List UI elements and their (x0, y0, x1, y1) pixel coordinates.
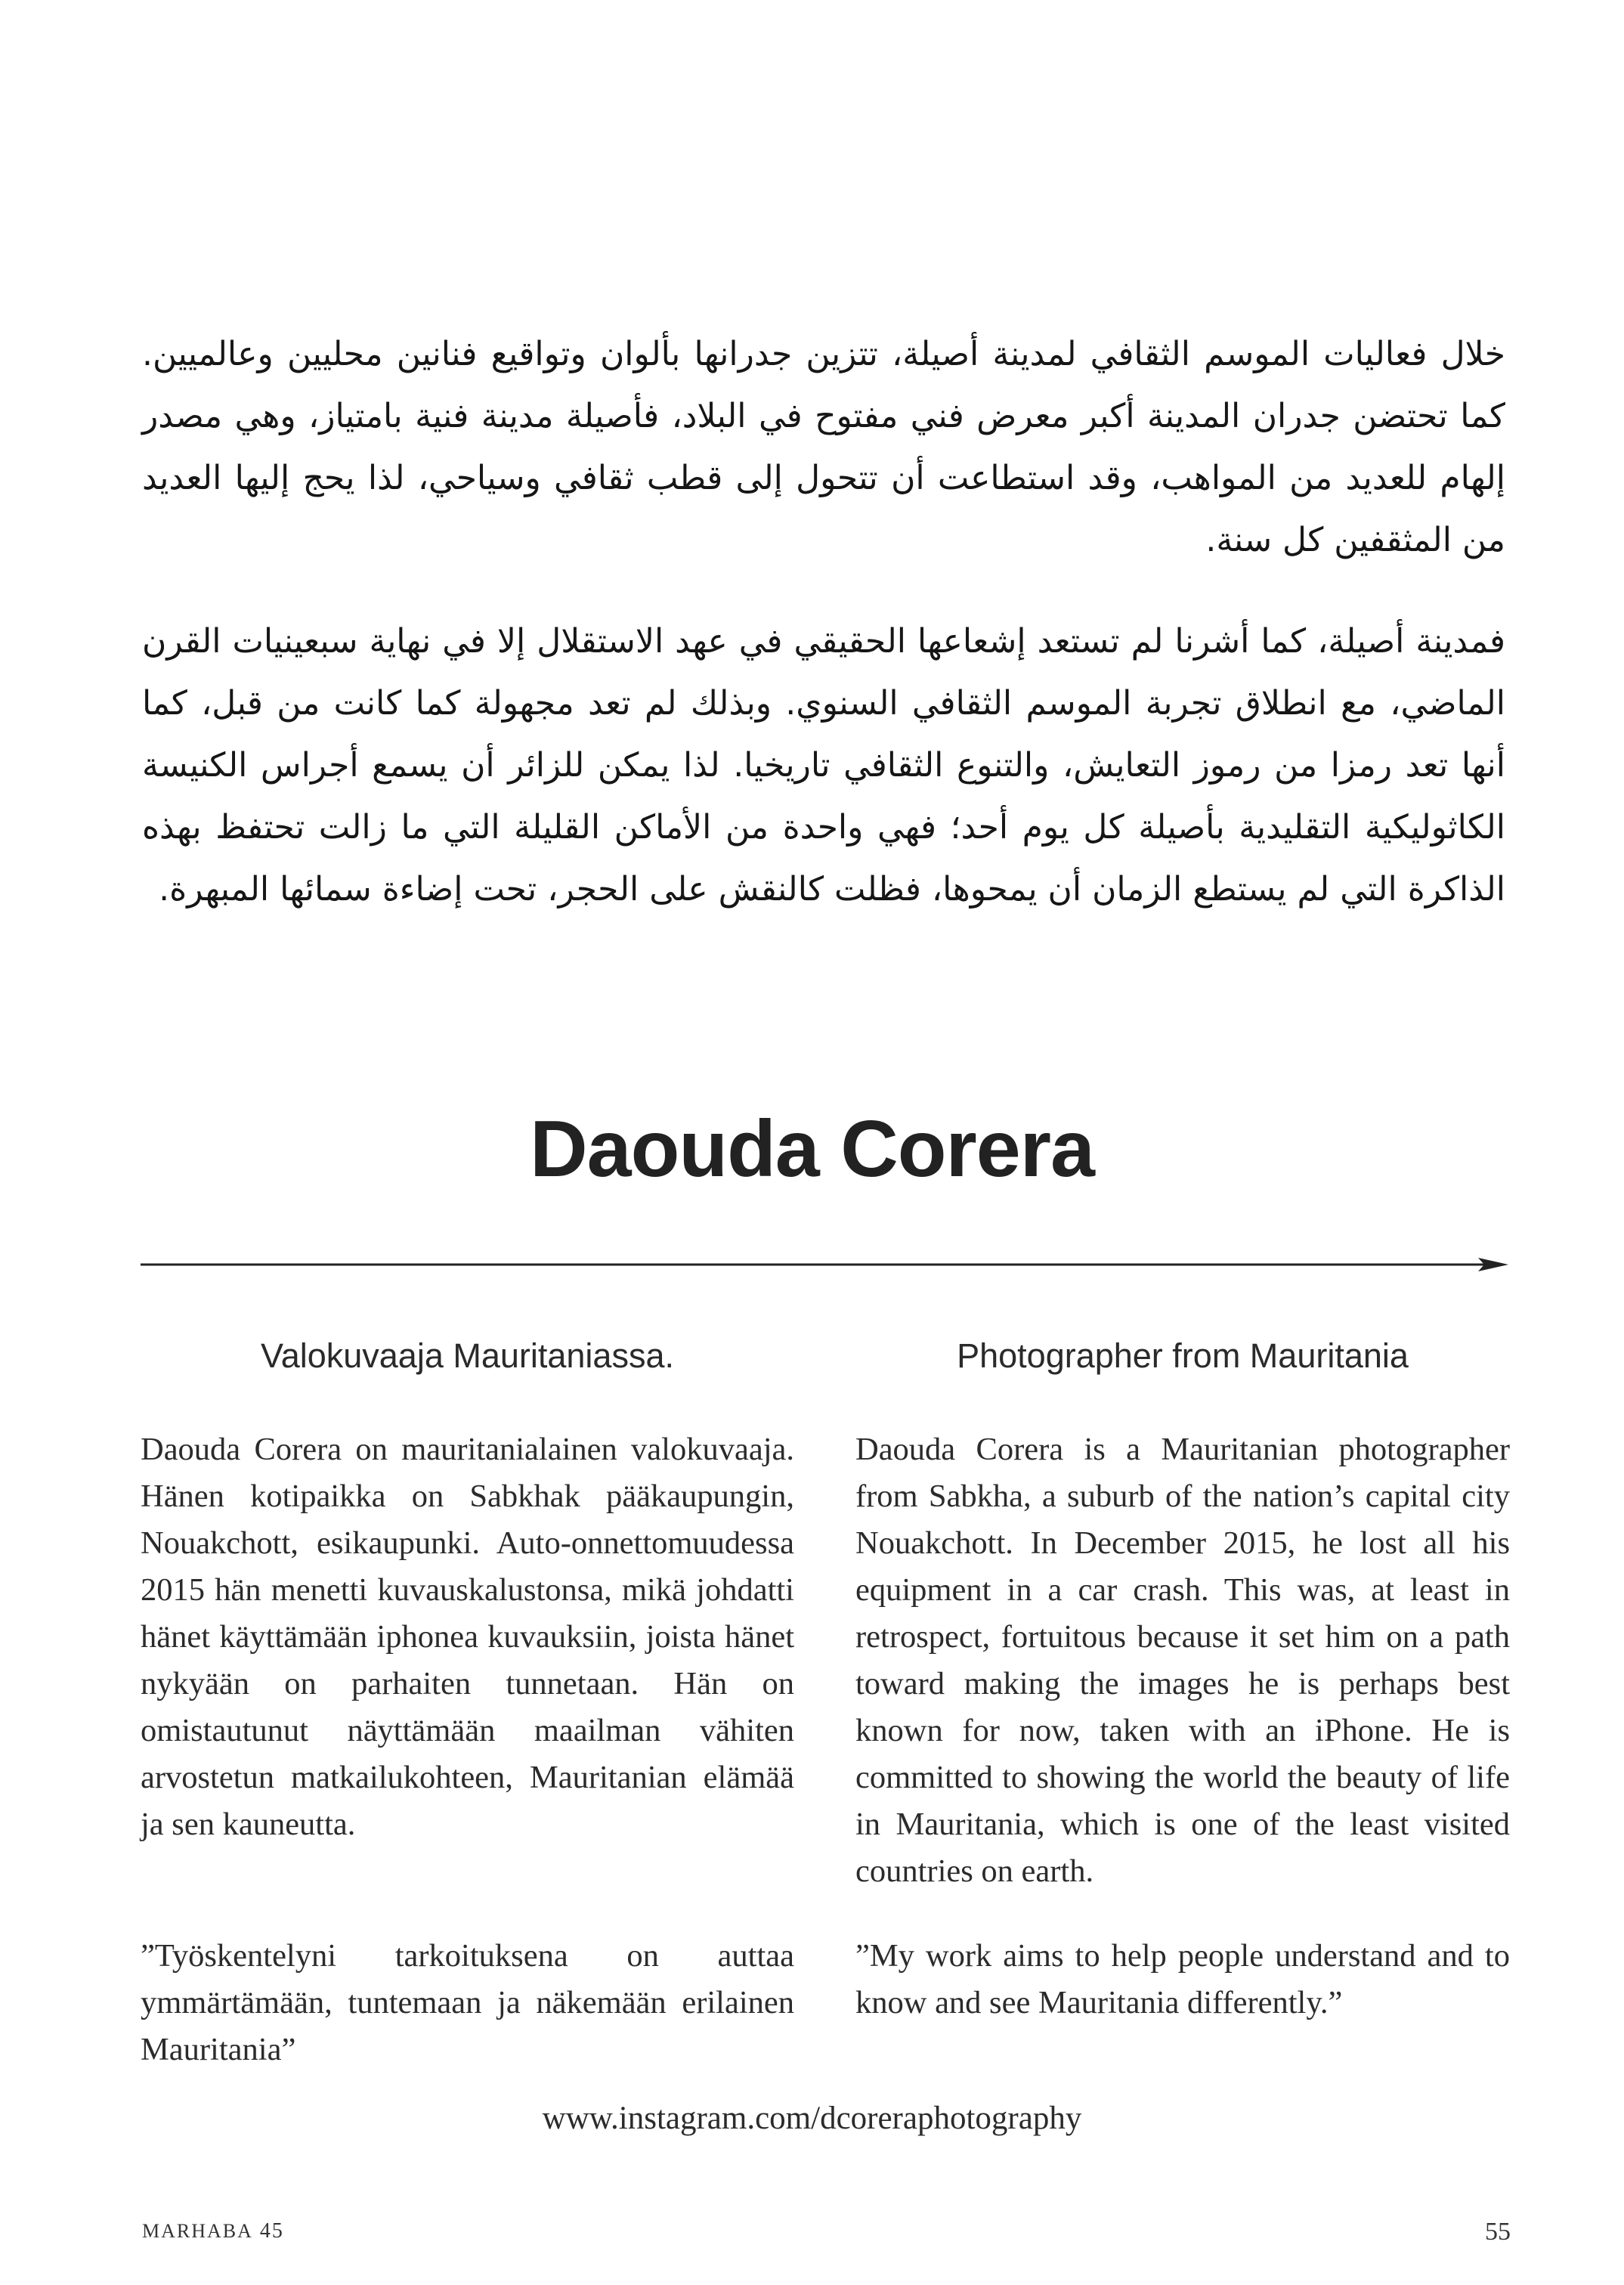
finnish-body (141, 1426, 794, 1848)
arabic-paragraph-2 (142, 611, 1505, 921)
footer-publication (142, 2219, 284, 2243)
finnish-body-text: Daouda Corera on mauritanialainen valokuvaaja. Hänen kotipaikka on Sabkhak pääkaupungin, Nouakchott, esikaupunki. Auto-onnettomuudessa 2015 hän menetti kuvauskalustonsa, mikä johdatti hänet käyttämään iphonea kuvauksiin, joista hänet nykyään on parhaiten tunnetaan. Hän on omistautunut näyttämään maailman vähiten arvostetun matkailukohteen, Mauritanian elämää ja sen kauneutta. (141, 1432, 794, 1842)
issue-number: 45 (259, 2219, 284, 2243)
arrow-divider (141, 1253, 1508, 1276)
english-quote-text: ”My work aims to help people understand and to know and see Mauritania differently.” (855, 1938, 1510, 2020)
finnish-quote (141, 1933, 794, 2073)
english-body-text: Daouda Corera is a Mauritanian photographer from Sabkha, a suburb of the nation’s capital city Nouakchott. In December 2015, he lost all his equipment in a car crash. This was, at least in retrospect, fortuitous because it set him on a path toward making the images he is perhaps best known for now, taken with an iPhone. He is committed to showing the world the beauty of life in Mauritania, which is one of the least visited countries on earth. (855, 1432, 1510, 1889)
english-heading: Photographer from Mauritania (957, 1336, 1409, 1375)
english-quote (855, 1933, 1510, 2026)
finnish-quote-text: ”Työskentelyni tarkoituksena on auttaa ymmärtämään, tuntemaan ja näkemään erilainen Mauritania” (141, 1938, 794, 2067)
page-number: 55 (1485, 2218, 1511, 2246)
publication-name: MARHABA (142, 2220, 253, 2242)
arabic-text-2: فمدينة أصيلة، كما أشرنا لم تستعد إشعاعها الحقيقي في عهد الاستقلال إلا في نهاية سبعينيات القرن الماضي، مع انطلاق تجربة الموسم الثقافي السنوي. وبذلك لم تعد مجهولة كما كانت من قبل، كما أنها تعد رمزا من رموز التعايش، والتنوع الثقافي تاريخيا. لذا يمكن للزائر أن يسمع أجراس الكنيسة الكاثوليكية التقليدية بأصيلة كل يوم أحد؛ فهي واحدة من الأماكن القليلة التي ما زالت تحتفظ بهذه الذاكرة التي لم يستطع الزمان أن يمحوها، فظلت كالنقش على الحجر، تحت إضاءة سمائها المبهرة. (142, 622, 1505, 909)
arabic-paragraph-1 (142, 324, 1505, 571)
article-title: Daouda Corera (530, 1104, 1094, 1194)
finnish-heading: Valokuvaaja Mauritaniassa. (261, 1336, 674, 1375)
english-body (855, 1426, 1510, 1895)
instagram-link[interactable]: www.instagram.com/dcoreraphotography (542, 2101, 1082, 2136)
arabic-text-1: خلال فعاليات الموسم الثقافي لمدينة أصيلة، تتزين جدرانها بألوان وتواقيع فنانين محليين وعالميين. كما تحتضن جدران المدينة أكبر معرض فني مفتوح في البلاد، فأصيلة مدينة فنية بامتياز، وهي مصدر إلهام للعديد من المواهب، وقد استطاعت أن تتحول إلى قطب ثقافي وسياحي، لذا يحج إليها العديد من المثقفين كل سنة. (142, 335, 1505, 559)
